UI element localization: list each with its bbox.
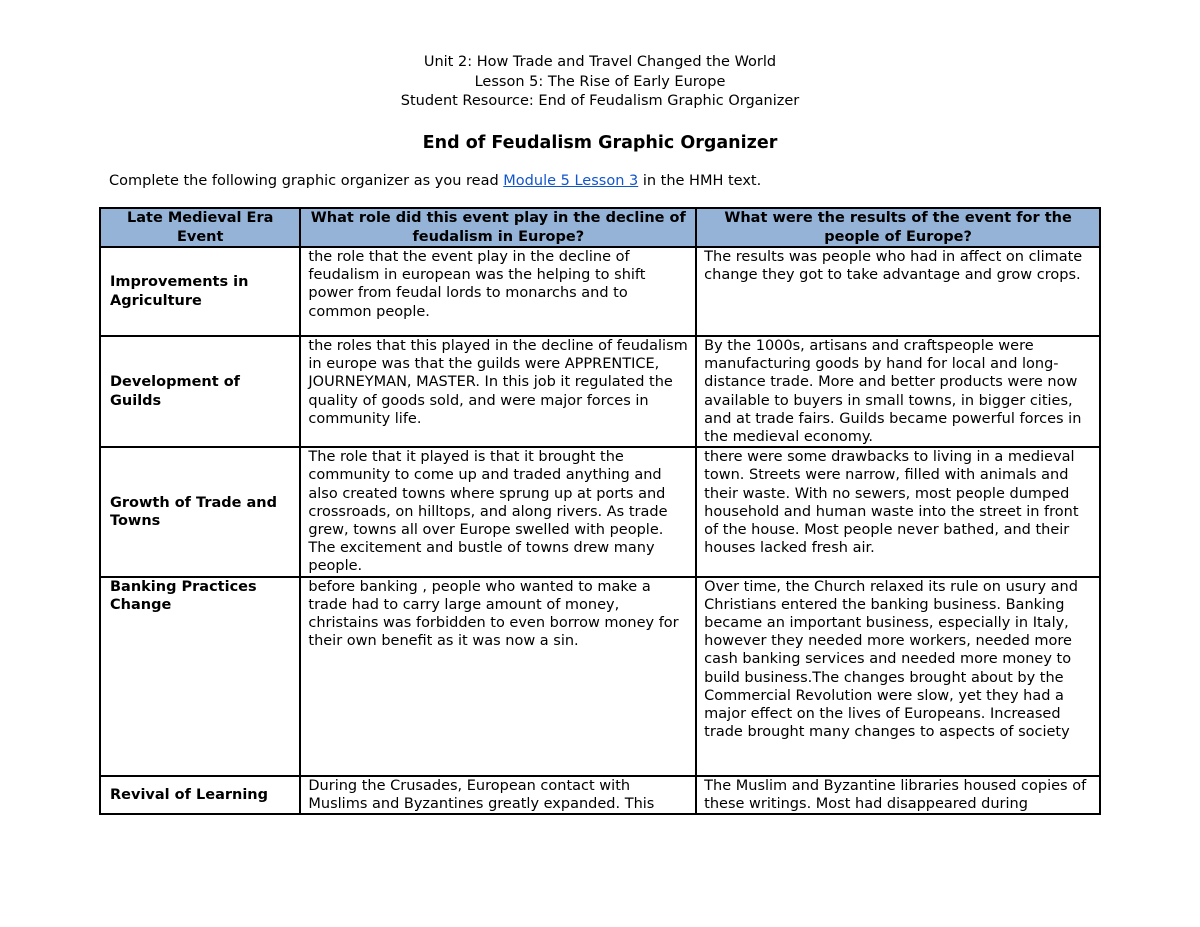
role-cell[interactable]: the roles that this played in the decline of feudalism in europe was that the guilds were APPRENTICE, JOURNEYMAN, MASTER. In this job it regulated the quality of goods sold, and were major forces in community life. <box>300 336 696 447</box>
table-row <box>100 336 1100 447</box>
result-cell[interactable]: Over time, the Church relaxed its rule on usury and Christians entered the banking business. Banking became an important business, especially in Italy, however they needed more workers, needed more cash banking services and needed more money to build business.The changes brought about by the Commercial Revolution were slow, yet they had a major effect on the lives of Europeans. Increased trade brought many changes to aspects of society <box>696 577 1100 776</box>
document-title: End of Feudalism Graphic Organizer <box>422 133 778 153</box>
event-cell: Development of Guilds <box>100 336 300 447</box>
role-cell[interactable]: During the Crusades, European contact with Muslims and Byzantines greatly expanded. This <box>300 776 696 814</box>
instructions-before: Complete the following graphic organizer as you read <box>109 173 504 189</box>
table-row <box>100 447 1100 576</box>
role-cell[interactable]: before banking , people who wanted to make a trade had to carry large amount of money, christains was forbidden to even borrow money for their own benefit as it was now a sin. <box>300 577 696 776</box>
column-header-event: Late Medieval Era Event <box>100 208 300 247</box>
role-cell[interactable]: the role that the event play in the decline of feudalism in european was the helping to shift power from feudal lords to monarchs and to common people. <box>300 247 696 336</box>
resource-line: Student Resource: End of Feudalism Graphic Organizer <box>400 93 800 109</box>
lesson-line: Lesson 5: The Rise of Early Europe <box>474 73 726 90</box>
event-cell: Growth of Trade and Towns <box>100 447 300 576</box>
instructions-after: in the HMH text. <box>638 173 762 189</box>
event-cell: Revival of Learning <box>100 776 300 814</box>
table-row <box>100 577 1100 776</box>
column-header-role: What role did this event play in the decline of feudalism in Europe? <box>300 208 696 247</box>
unit-line: Unit 2: How Trade and Travel Changed the World <box>423 54 777 70</box>
graphic-organizer-table <box>99 207 1101 815</box>
table-row <box>100 776 1100 814</box>
instructions <box>109 171 761 191</box>
table-row <box>100 247 1100 336</box>
result-cell[interactable]: The results was people who had in affect on climate change they got to take advantage and grow crops. <box>696 247 1100 336</box>
role-cell[interactable]: The role that it played is that it brought the community to come up and traded anything and also created towns where sprung up at ports and crossroads, on hilltops, and along rivers. As trade grew, towns all over Europe swelled with people. The excitement and bustle of towns drew many people. <box>300 447 696 576</box>
result-cell[interactable]: By the 1000s, artisans and craftspeople were manufacturing goods by hand for local and long-distance trade. More and better products were now available to buyers in small towns, in bigger cities, and at trade fairs. Guilds became powerful forces in the medieval economy. <box>696 336 1100 447</box>
document-header <box>0 53 1200 112</box>
module-link[interactable]: Module 5 Lesson 3 <box>503 173 639 189</box>
table-header-row <box>100 208 1100 247</box>
event-cell: Improvements in Agriculture <box>100 247 300 336</box>
column-header-result: What were the results of the event for the people of Europe? <box>696 208 1100 247</box>
result-cell[interactable]: there were some drawbacks to living in a medieval town. Streets were narrow, filled with animals and their waste. With no sewers, most people dumped household and human waste into the street in front of the house. Most people never bathed, and their houses lacked fresh air. <box>696 447 1100 576</box>
event-cell: Banking Practices Change <box>100 577 300 776</box>
result-cell[interactable]: The Muslim and Byzantine libraries housed copies of these writings. Most had disappeared during <box>696 776 1100 814</box>
